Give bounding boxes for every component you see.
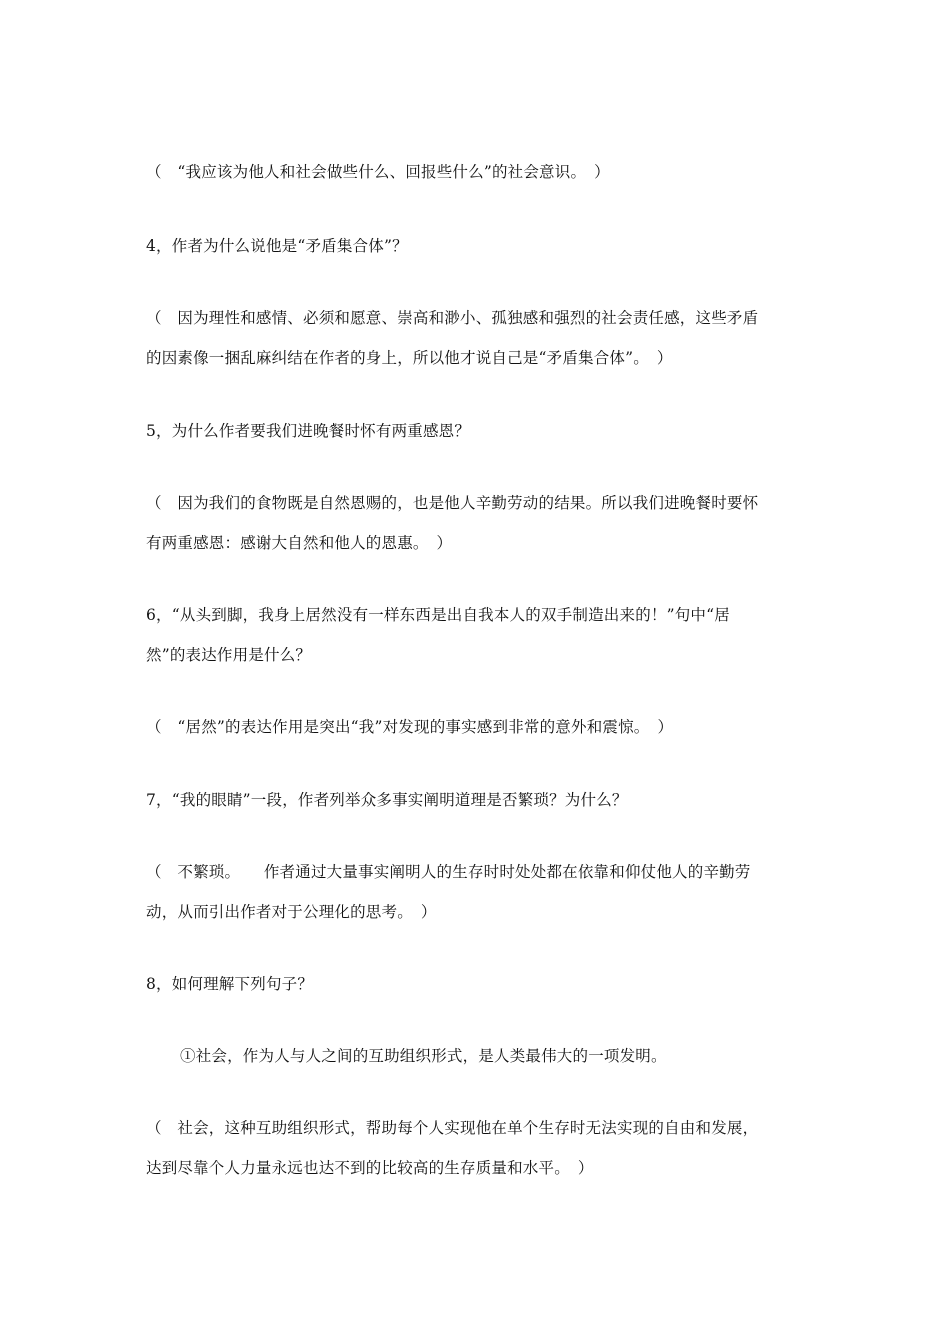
answer-6-line-1: （ “居然”的表达作用是突出“我”对发现的事实感到非常的意外和震惊。 ）	[146, 718, 674, 736]
answer-5-line-2: 有两重感恩：感谢大自然和他人的恩惠。 ）	[146, 534, 453, 552]
question-8: 8，如何理解下列句子？	[146, 975, 314, 993]
question-6-line-2: 然”的表达作用是什么？	[146, 646, 312, 664]
answer-8-line-2: 达到尽靠个人力量永远也达不到的比较高的生存质量和水平。 ）	[146, 1159, 594, 1177]
question-4: 4，作者为什么说他是“矛盾集合体”？	[146, 237, 408, 255]
answer-3-line-1: （ “我应该为他人和社会做些什么、回报些什么”的社会意识。 ）	[146, 163, 610, 181]
answer-4-line-2: 的因素像一捆乱麻纠结在作者的身上，所以他才说自己是“矛盾集合体”。 ）	[146, 349, 673, 367]
answer-7-line-2: 动，从而引出作者对于公理化的思考。 ）	[146, 903, 437, 921]
question-6-line-1: 6，“从头到脚，我身上居然没有一样东西是出自我本人的双手制造出来的！”句中“居	[146, 606, 730, 624]
answer-4-line-1: （ 因为理性和感情、必须和愿意、崇高和渺小、孤独感和强烈的社会责任感，这些矛盾	[146, 309, 759, 327]
question-7: 7，“我的眼睛”一段，作者列举众多事实阐明道理是否繁琐？为什么？	[146, 791, 628, 809]
sentence-1: ①社会，作为人与人之间的互助组织形式，是人类最伟大的一项发明。	[180, 1047, 667, 1065]
answer-8-line-1: （ 社会，这种互助组织形式，帮助每个人实现他在单个生存时无法实现的自由和发展，	[146, 1119, 759, 1137]
answer-7-line-1: （ 不繁琐。 作者通过大量事实阐明人的生存时时处处都在依靠和仰仗他人的辛勤劳	[146, 863, 751, 881]
question-5: 5，为什么作者要我们进晚餐时怀有两重感恩？	[146, 422, 471, 440]
answer-5-line-1: （ 因为我们的食物既是自然恩赐的，也是他人辛勤劳动的结果。所以我们进晚餐时要怀	[146, 494, 759, 512]
